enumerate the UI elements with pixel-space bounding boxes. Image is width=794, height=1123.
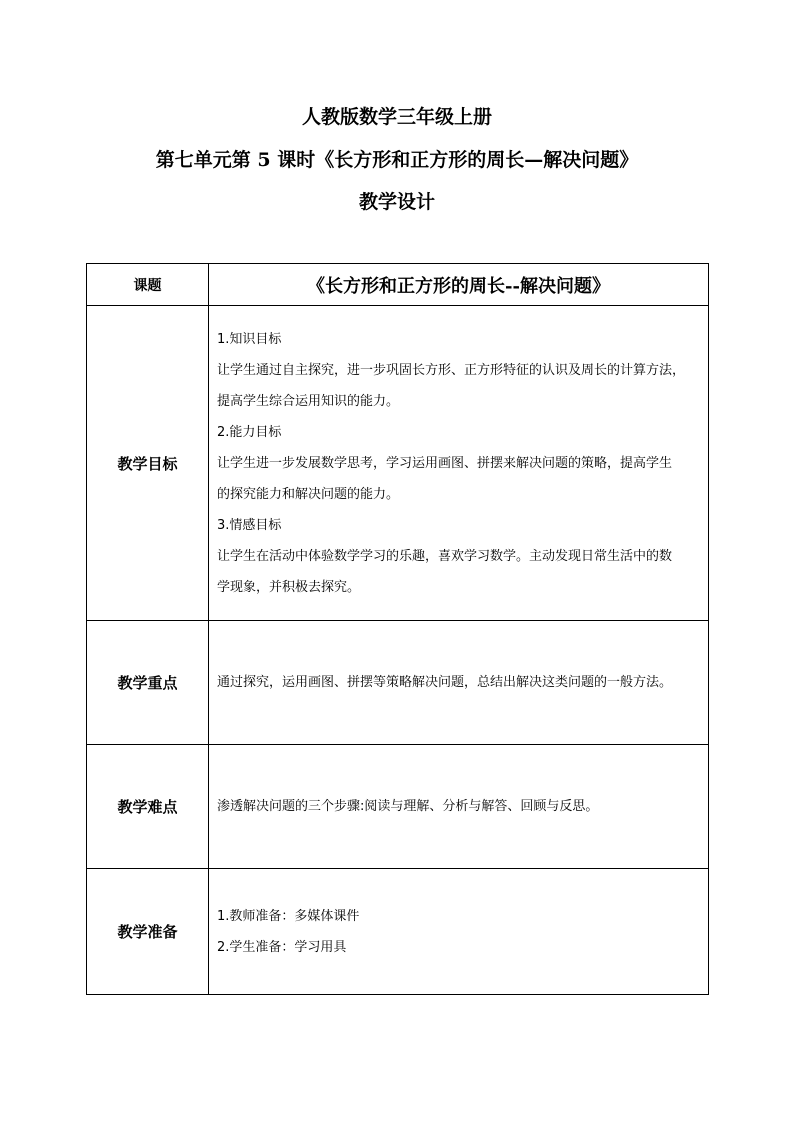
goals-line: 让学生在活动中体验数学学习的乐趣，喜欢学习数学。主动发现日常生活中的数 bbox=[217, 548, 673, 564]
goals-content bbox=[209, 306, 709, 621]
lesson-title: 第七单元第 5 课时《长方形和正方形的周长—解决问题》 bbox=[155, 149, 639, 171]
document-title: 人教版数学三年级上册 bbox=[301, 106, 492, 128]
document-subtitle: 教学设计 bbox=[358, 191, 435, 213]
preparation-line: 2.学生准备：学习用具 bbox=[217, 939, 347, 955]
table-row-key-points bbox=[87, 621, 709, 745]
difficulties-label: 教学难点 bbox=[87, 745, 209, 869]
table-row-topic bbox=[87, 264, 709, 306]
goals-line: 3.情感目标 bbox=[217, 517, 282, 533]
goals-line: 提高学生综合运用知识的能力。 bbox=[217, 393, 400, 409]
topic-label: 课题 bbox=[87, 264, 209, 306]
preparation-content bbox=[209, 869, 709, 995]
preparation-label: 教学准备 bbox=[87, 869, 209, 995]
goals-label: 教学目标 bbox=[87, 306, 209, 621]
table-row-preparation bbox=[87, 869, 709, 995]
goals-line: 让学生通过自主探究，进一步巩固长方形、正方形特征的认识及周长的计算方法， bbox=[217, 362, 686, 378]
key-points-text: 通过探究，运用画图、拼摆等策略解决问题，总结出解决这类问题的一般方法。 bbox=[217, 675, 673, 690]
table-row-difficulties bbox=[87, 745, 709, 869]
lesson-plan-table bbox=[86, 263, 709, 995]
table-row-goals bbox=[87, 306, 709, 621]
difficulties-content bbox=[209, 745, 709, 869]
goals-line: 2.能力目标 bbox=[217, 424, 282, 440]
topic-value: 《长方形和正方形的周长--解决问题》 bbox=[209, 264, 709, 306]
key-points-label: 教学重点 bbox=[87, 621, 209, 745]
goals-line: 1.知识目标 bbox=[217, 331, 282, 347]
preparation-line: 1.教师准备：多媒体课件 bbox=[217, 908, 360, 924]
goals-line: 学现象，并积极去探究。 bbox=[217, 579, 361, 595]
difficulties-text: 渗透解决问题的三个步骤:阅读与理解、分析与解答、回顾与反思。 bbox=[217, 799, 599, 814]
goals-line: 让学生进一步发展数学思考，学习运用画图、拼摆来解决问题的策略，提高学生 bbox=[217, 455, 673, 471]
goals-line: 的探究能力和解决问题的能力。 bbox=[217, 486, 400, 502]
key-points-content bbox=[209, 621, 709, 745]
